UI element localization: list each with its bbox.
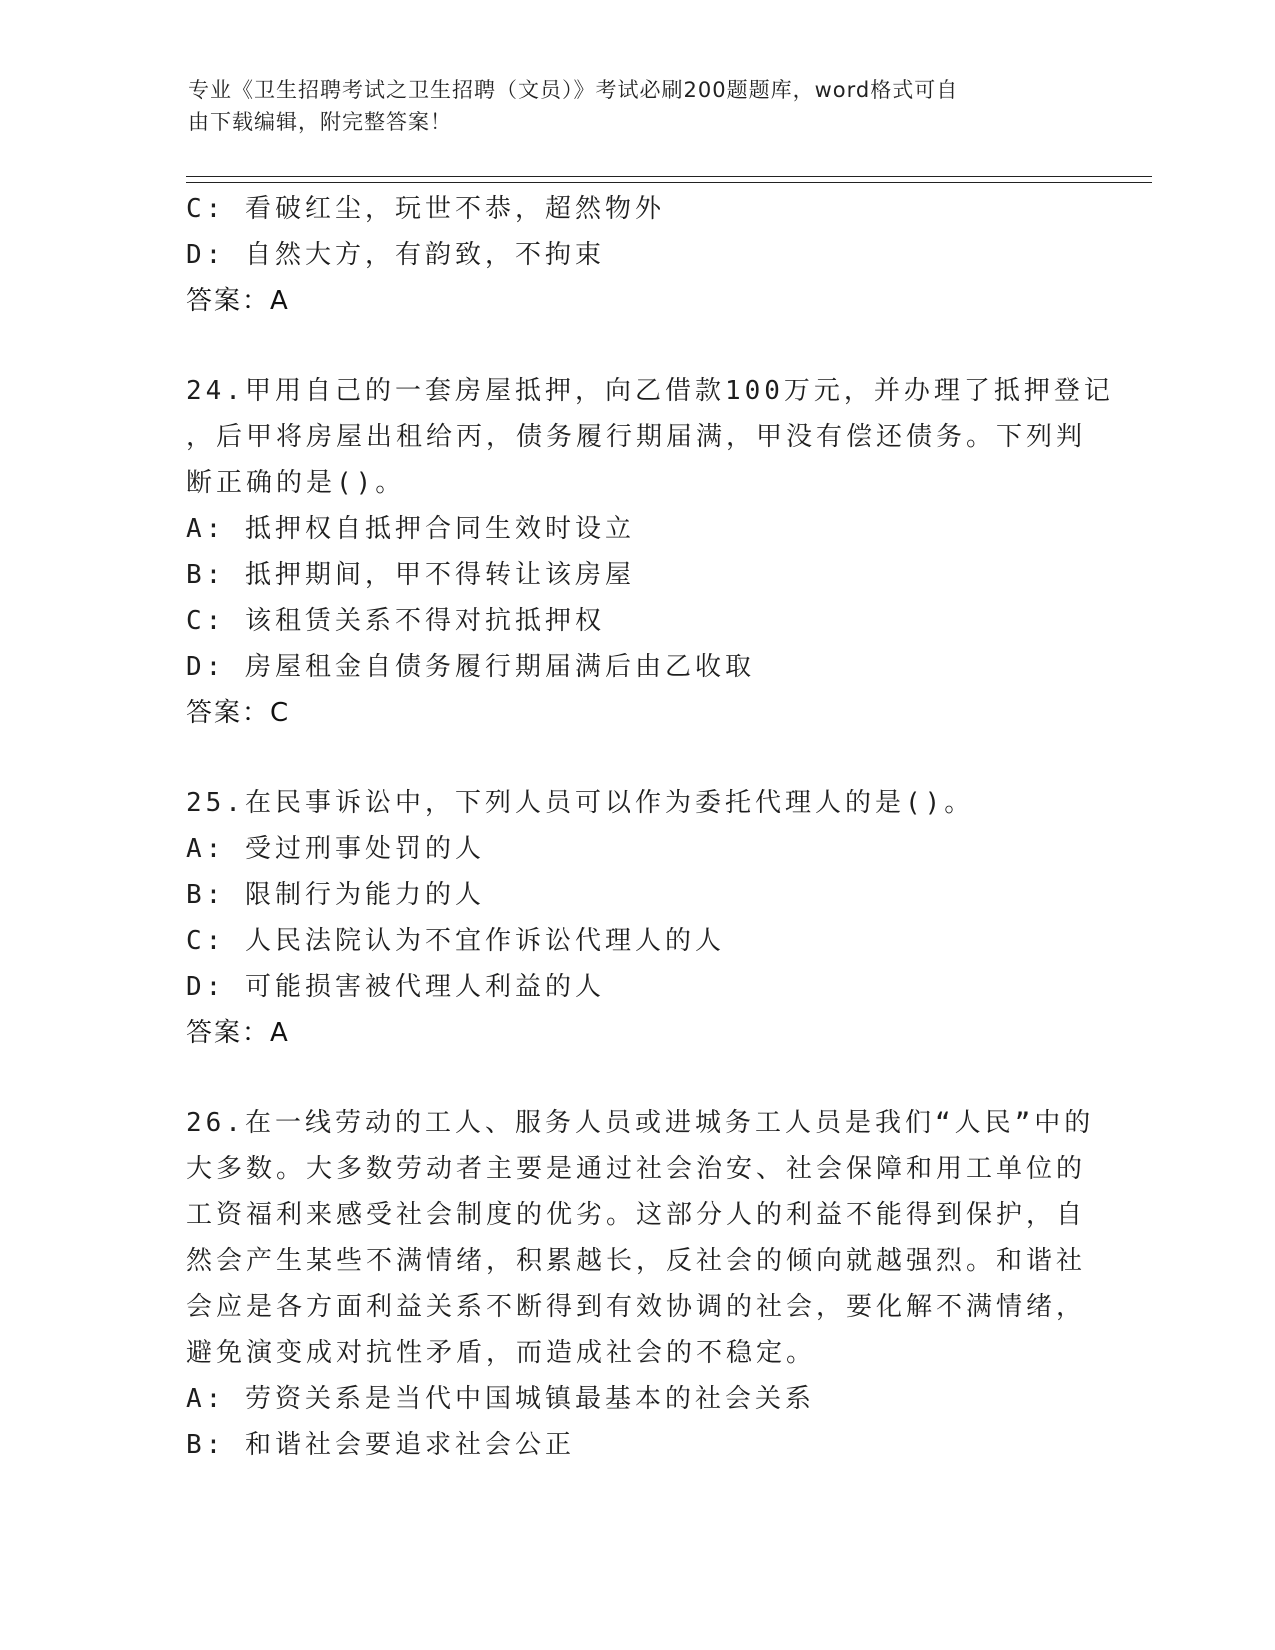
question-stem-line: 大多数。大多数劳动者主要是通过社会治安、社会保障和用工单位的 <box>186 1154 1087 1184</box>
option-d: D: 可能损害被代理人利益的人 <box>186 972 605 1002</box>
option-b: B: 和谐社会要追求社会公正 <box>186 1430 575 1460</box>
option-d: D: 房屋租金自债务履行期届满后由乙收取 <box>186 652 755 682</box>
option-a: A: 受过刑事处罚的人 <box>186 834 485 864</box>
option-c: C: 看破红尘，玩世不恭，超然物外 <box>186 194 665 224</box>
question-24 <box>186 368 1114 736</box>
question-stem-line: 26.在一线劳动的工人、服务人员或进城务工人员是我们“人民”中的 <box>186 1108 1095 1138</box>
answer-line: 答案：A <box>186 1018 290 1048</box>
answer-line: 答案：A <box>186 286 290 316</box>
question-stem-line: 工资福利来感受社会制度的优劣。这部分人的利益不能得到保护，自 <box>186 1200 1087 1230</box>
question-content <box>186 186 1114 1468</box>
question-stem-line: 24.甲用自己的一套房屋抵押，向乙借款100万元，并办理了抵押登记 <box>186 376 1114 406</box>
question-stem-line: 25.在民事诉讼中，下列人员可以作为委托代理人的是()。 <box>186 788 975 818</box>
header-divider-top <box>186 176 1152 177</box>
header-divider-bottom <box>186 182 1152 183</box>
question-26 <box>186 1100 1095 1468</box>
document-header <box>188 74 1068 138</box>
header-line-1: 专业《卫生招聘考试之卫生招聘（文员）》考试必刷200题题库，word格式可自 <box>188 78 959 102</box>
option-a: A: 劳资关系是当代中国城镇最基本的社会关系 <box>186 1384 815 1414</box>
answer-line: 答案：C <box>186 698 291 728</box>
question-stem-line: 断正确的是()。 <box>186 468 406 498</box>
option-a: A: 抵押权自抵押合同生效时设立 <box>186 514 635 544</box>
option-b: B: 限制行为能力的人 <box>186 880 485 910</box>
option-d: D: 自然大方，有韵致，不拘束 <box>186 240 605 270</box>
header-line-2: 由下载编辑，附完整答案！ <box>188 110 452 134</box>
question-stem-line: 避免演变成对抗性矛盾，而造成社会的不稳定。 <box>186 1338 817 1368</box>
option-c: C: 该租赁关系不得对抗抵押权 <box>186 606 605 636</box>
option-b: B: 抵押期间，甲不得转让该房屋 <box>186 560 635 590</box>
question-stem-line: 会应是各方面利益关系不断得到有效协调的社会，要化解不满情绪， <box>186 1292 1087 1322</box>
question-25 <box>186 780 1086 1056</box>
question-stem-line: 然会产生某些不满情绪，积累越长，反社会的倾向就越强烈。和谐社 <box>186 1246 1087 1276</box>
question-stem-line: ，后甲将房屋出租给丙，债务履行期届满，甲没有偿还债务。下列判 <box>186 422 1087 452</box>
previous-question-tail <box>186 186 1086 324</box>
option-c: C: 人民法院认为不宜作诉讼代理人的人 <box>186 926 725 956</box>
